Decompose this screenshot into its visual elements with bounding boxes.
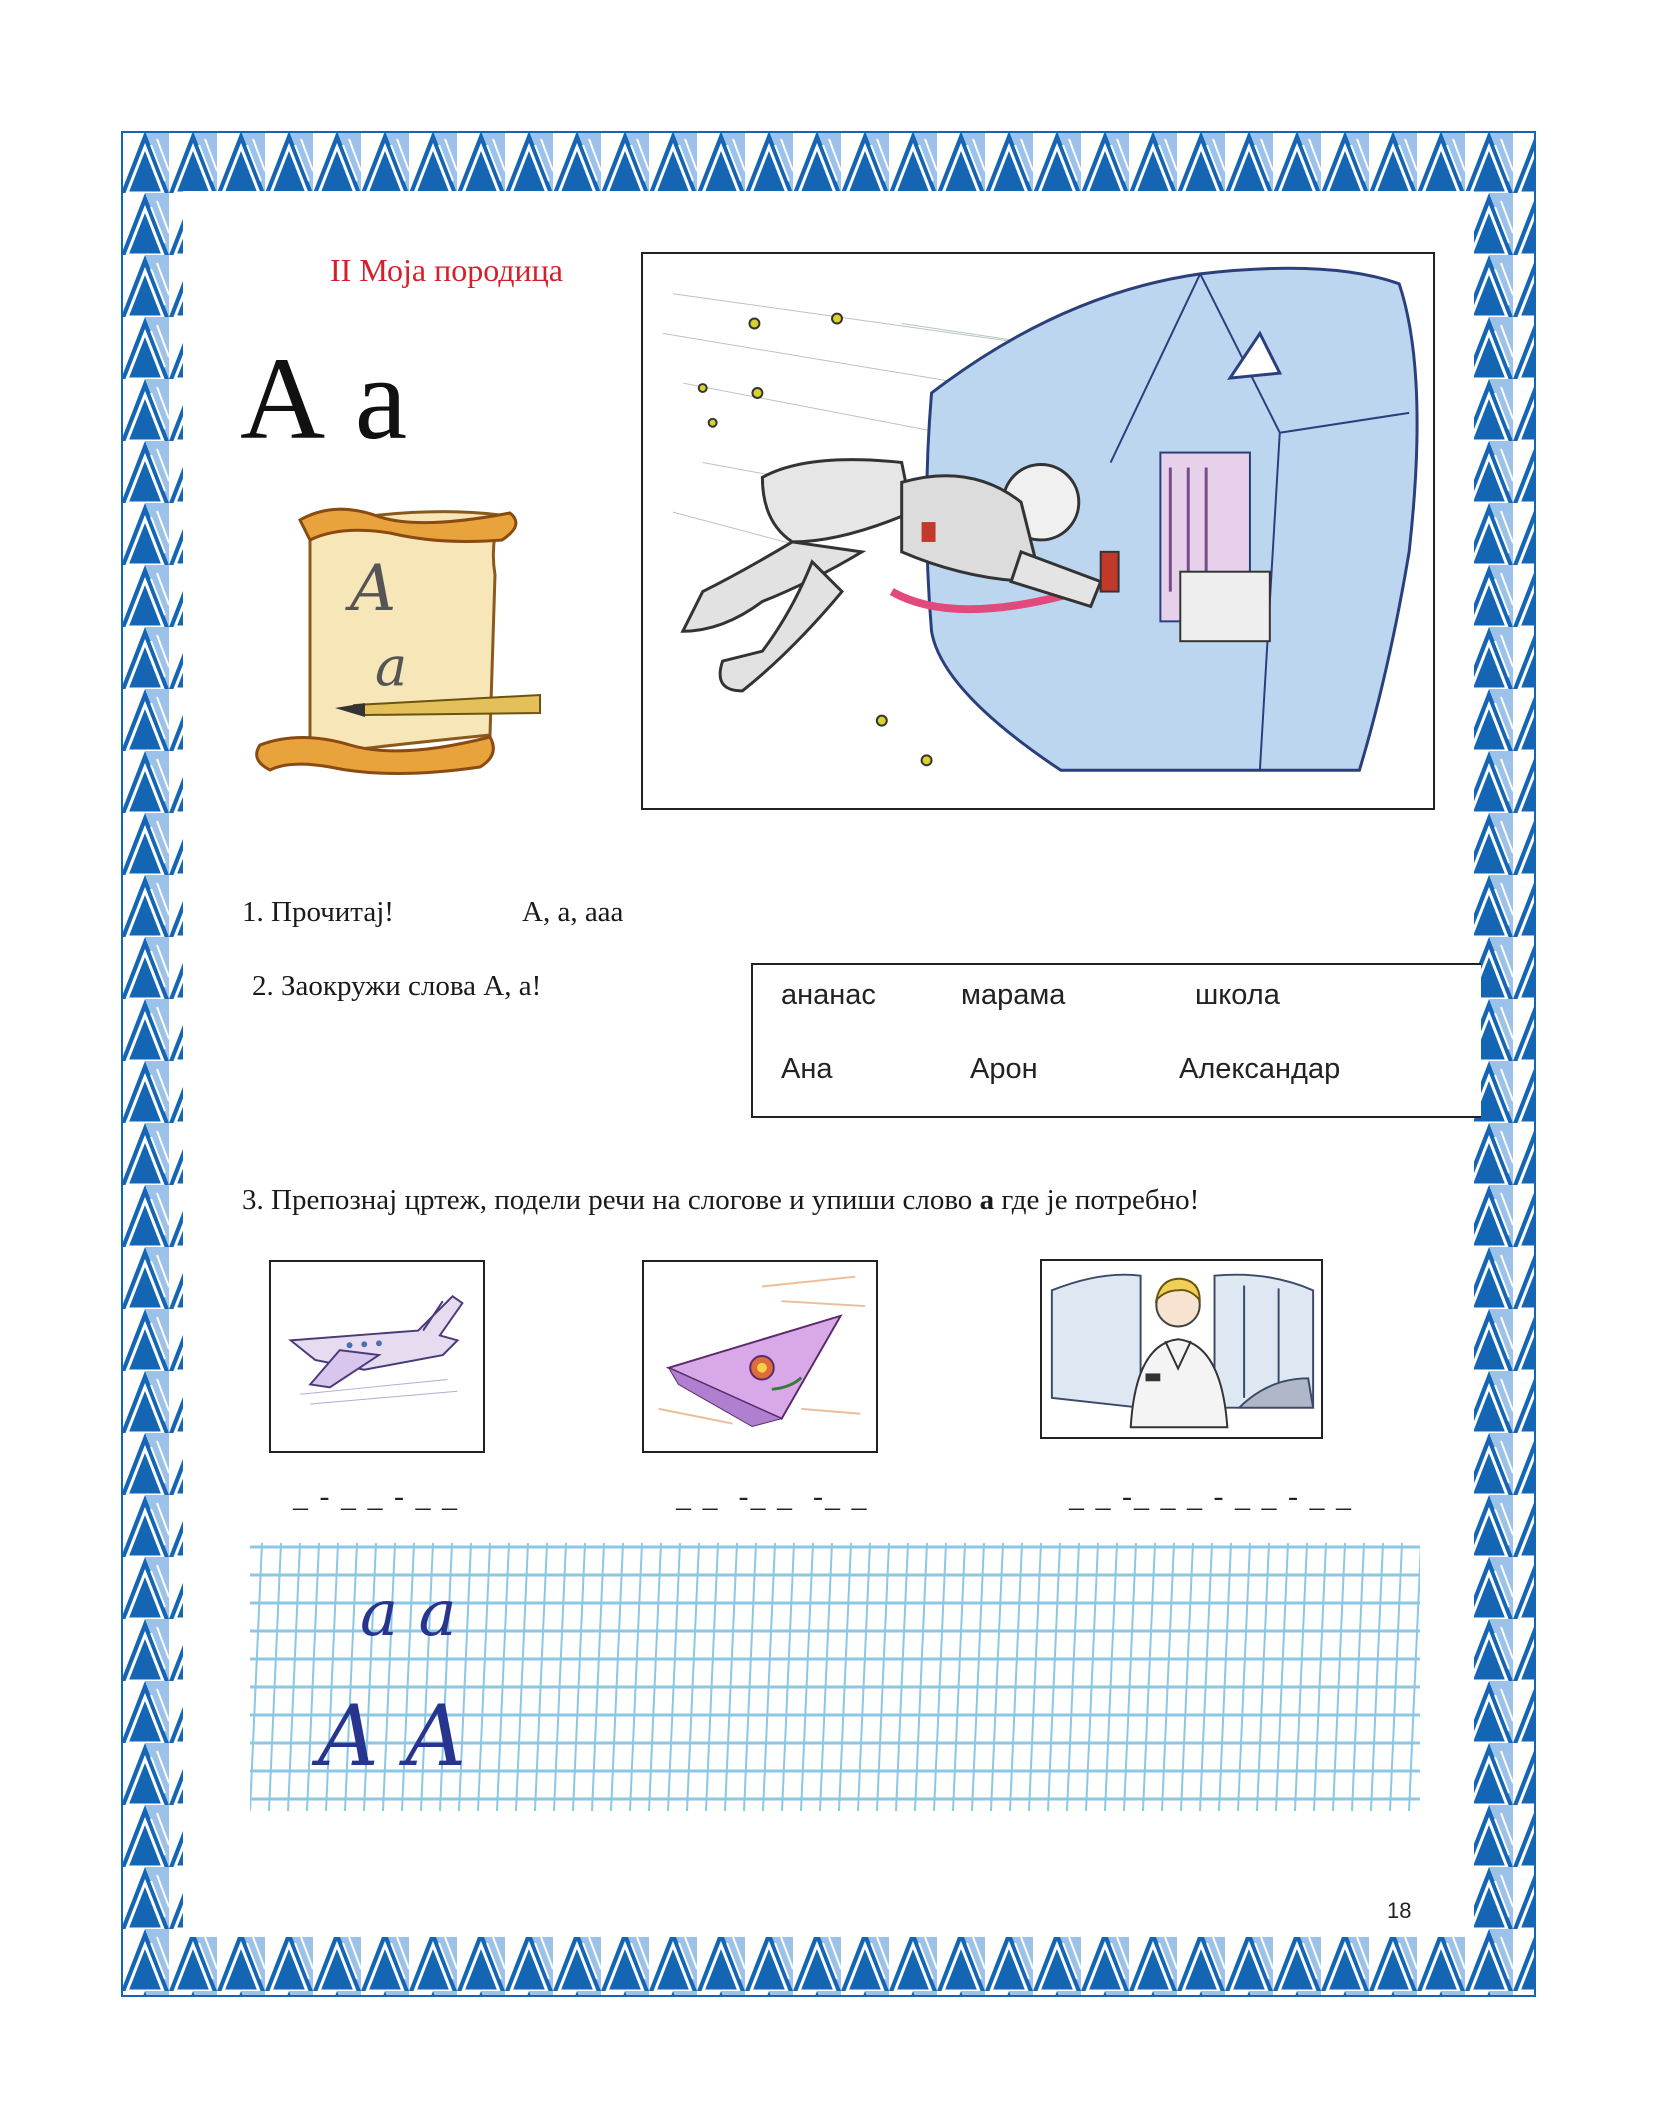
letter-heading: А а bbox=[240, 333, 408, 464]
task-3-bold-letter: а bbox=[979, 1184, 995, 1216]
scarf-drawing bbox=[642, 1260, 878, 1453]
task-2-label: 2. Заокружи слова А, а! bbox=[252, 970, 542, 1002]
cursive-lowercase-sample: a a bbox=[360, 1577, 457, 1651]
astronaut-spacewalk-drawing bbox=[641, 252, 1435, 810]
task-3-text-after: где је потребно! bbox=[994, 1184, 1200, 1216]
task-3-text-before: 3. Препознај цртеж, подели речи на слогове и упиши слово bbox=[242, 1184, 980, 1216]
word-item[interactable]: школа bbox=[1195, 979, 1280, 1011]
svg-text:A: A bbox=[350, 552, 397, 626]
page-number: 18 bbox=[1387, 1898, 1412, 1923]
airplane-drawing bbox=[269, 1260, 485, 1453]
svg-text:a: a bbox=[375, 635, 408, 698]
scroll-with-quill-icon bbox=[240, 505, 545, 780]
syllable-blank-3[interactable]: _ _ -_ _ _ - _ _ - _ _ bbox=[1069, 1480, 1353, 1513]
task-1-label: 1. Прочитај! bbox=[242, 896, 394, 928]
handwriting-practice-grid[interactable] bbox=[250, 1535, 1420, 1815]
task-1-letters: А, а, ааа bbox=[522, 896, 624, 928]
word-item[interactable]: Ана bbox=[781, 1053, 833, 1085]
pilot-drawing bbox=[1040, 1259, 1323, 1439]
word-box bbox=[751, 963, 1481, 1118]
word-item[interactable]: ананас bbox=[781, 979, 876, 1011]
word-item[interactable]: марама bbox=[961, 979, 1066, 1011]
syllable-blank-1[interactable]: _ - _ _ - _ _ bbox=[293, 1480, 459, 1513]
word-item[interactable]: Арон bbox=[970, 1053, 1038, 1085]
section-title: II Моја породица bbox=[330, 252, 563, 288]
word-item[interactable]: Александар bbox=[1179, 1053, 1341, 1085]
task-3-label bbox=[242, 1184, 1199, 1217]
cursive-uppercase-sample: A A bbox=[318, 1687, 467, 1785]
syllable-blank-2[interactable]: _ _ -_ _ -_ _ bbox=[676, 1480, 869, 1513]
